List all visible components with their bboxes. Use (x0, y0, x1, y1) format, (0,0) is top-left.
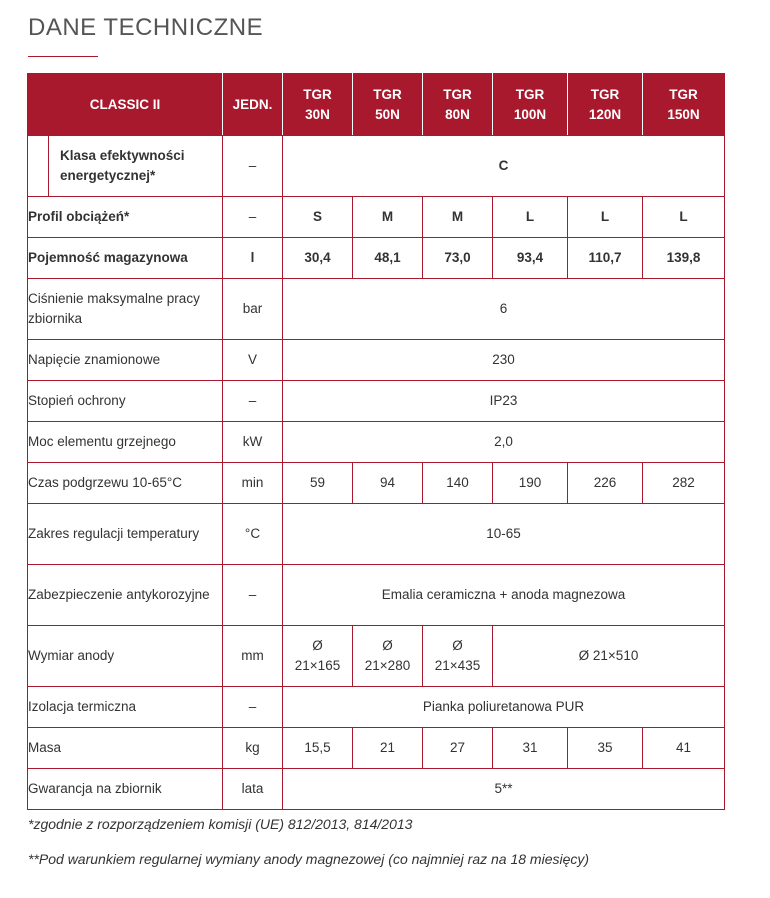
row-label: Pojemność magazynowa (28, 238, 223, 279)
header-variant: TGR 80N (423, 74, 493, 136)
row-value: Ø 21×165 (283, 626, 353, 687)
table-row (28, 504, 725, 565)
row-value: 190 (493, 463, 568, 504)
title-underline (28, 56, 98, 57)
row-value: 230 (283, 340, 725, 381)
row-unit: – (223, 565, 283, 626)
row-value: 10-65 (283, 504, 725, 565)
row-value: L (643, 197, 725, 238)
row-value: 5** (283, 769, 725, 810)
row-unit: kW (223, 422, 283, 463)
row-value: M (423, 197, 493, 238)
row-label-text: Klasa efektywności energetycznej* (60, 148, 185, 183)
row-value: 73,0 (423, 238, 493, 279)
row-label: Zakres regulacji temperatury (28, 504, 223, 565)
table-row (28, 626, 725, 687)
row-value: IP23 (283, 381, 725, 422)
row-value: C (283, 136, 725, 197)
row-value: 6 (283, 279, 725, 340)
table-row (28, 279, 725, 340)
row-value: 41 (643, 728, 725, 769)
table-row (28, 136, 725, 197)
header-variant: TGR 50N (353, 74, 423, 136)
row-value: Ø 21×435 (423, 626, 493, 687)
row-value: S (283, 197, 353, 238)
row-value: 35 (568, 728, 643, 769)
row-value: 31 (493, 728, 568, 769)
page-title: DANE TECHNICZNE (28, 14, 264, 41)
row-value: 93,4 (493, 238, 568, 279)
row-unit: l (223, 238, 283, 279)
row-value: 15,5 (283, 728, 353, 769)
row-value: 48,1 (353, 238, 423, 279)
row-label (28, 136, 223, 197)
header-variant: TGR 120N (568, 74, 643, 136)
row-label: Czas podgrzewu 10-65°C (28, 463, 223, 504)
row-unit: bar (223, 279, 283, 340)
table-row (28, 463, 725, 504)
table-row (28, 687, 725, 728)
technical-data-table (27, 73, 725, 810)
table-row (28, 769, 725, 810)
footnote-warranty: **Pod warunkiem regularnej wymiany anody magnezowej (co najmniej raz na 18 miesięcy) (28, 851, 590, 867)
row-value: 59 (283, 463, 353, 504)
header-model: CLASSIC II (28, 74, 223, 136)
row-label: Napięcie znamionowe (28, 340, 223, 381)
table-row (28, 340, 725, 381)
row-value: 140 (423, 463, 493, 504)
row-value: L (568, 197, 643, 238)
row-value: 226 (568, 463, 643, 504)
table-row (28, 422, 725, 463)
row-unit: kg (223, 728, 283, 769)
row-value: 21 (353, 728, 423, 769)
header-variant: TGR 150N (643, 74, 725, 136)
row-unit: V (223, 340, 283, 381)
row-unit: – (223, 197, 283, 238)
row-label: Masa (28, 728, 223, 769)
row-value: 27 (423, 728, 493, 769)
row-value: 2,0 (283, 422, 725, 463)
footnote-regulation: *zgodnie z rozporządzeniem komisji (UE) 812/2013, 814/2013 (28, 816, 413, 832)
header-variant: TGR 100N (493, 74, 568, 136)
row-label: Moc elementu grzejnego (28, 422, 223, 463)
row-label: Izolacja termiczna (28, 687, 223, 728)
row-value: 282 (643, 463, 725, 504)
row-unit: min (223, 463, 283, 504)
row-value: L (493, 197, 568, 238)
row-value: Emalia ceramiczna + anoda magnezowa (283, 565, 725, 626)
row-indent-line (48, 136, 49, 196)
row-unit: °C (223, 504, 283, 565)
header-unit: JEDN. (223, 74, 283, 136)
row-value: 110,7 (568, 238, 643, 279)
row-value: Ø 21×510 (493, 626, 725, 687)
row-value: 94 (353, 463, 423, 504)
row-label: Stopień ochrony (28, 381, 223, 422)
table-row (28, 728, 725, 769)
table-row (28, 238, 725, 279)
row-value: Pianka poliuretanowa PUR (283, 687, 725, 728)
row-label: Ciśnienie maksymalne pracy zbiornika (28, 279, 223, 340)
row-label: Profil obciążeń* (28, 197, 223, 238)
row-unit: – (223, 381, 283, 422)
row-unit: lata (223, 769, 283, 810)
row-unit: – (223, 136, 283, 197)
row-label: Gwarancja na zbiornik (28, 769, 223, 810)
header-variant: TGR 30N (283, 74, 353, 136)
row-unit: – (223, 687, 283, 728)
row-value: M (353, 197, 423, 238)
row-label: Wymiar anody (28, 626, 223, 687)
table-row (28, 197, 725, 238)
row-value: 30,4 (283, 238, 353, 279)
row-value: 139,8 (643, 238, 725, 279)
row-label: Zabezpieczenie antykorozyjne (28, 565, 223, 626)
row-value: Ø 21×280 (353, 626, 423, 687)
table-row (28, 381, 725, 422)
table-header-row (28, 74, 725, 136)
table-row (28, 565, 725, 626)
row-unit: mm (223, 626, 283, 687)
